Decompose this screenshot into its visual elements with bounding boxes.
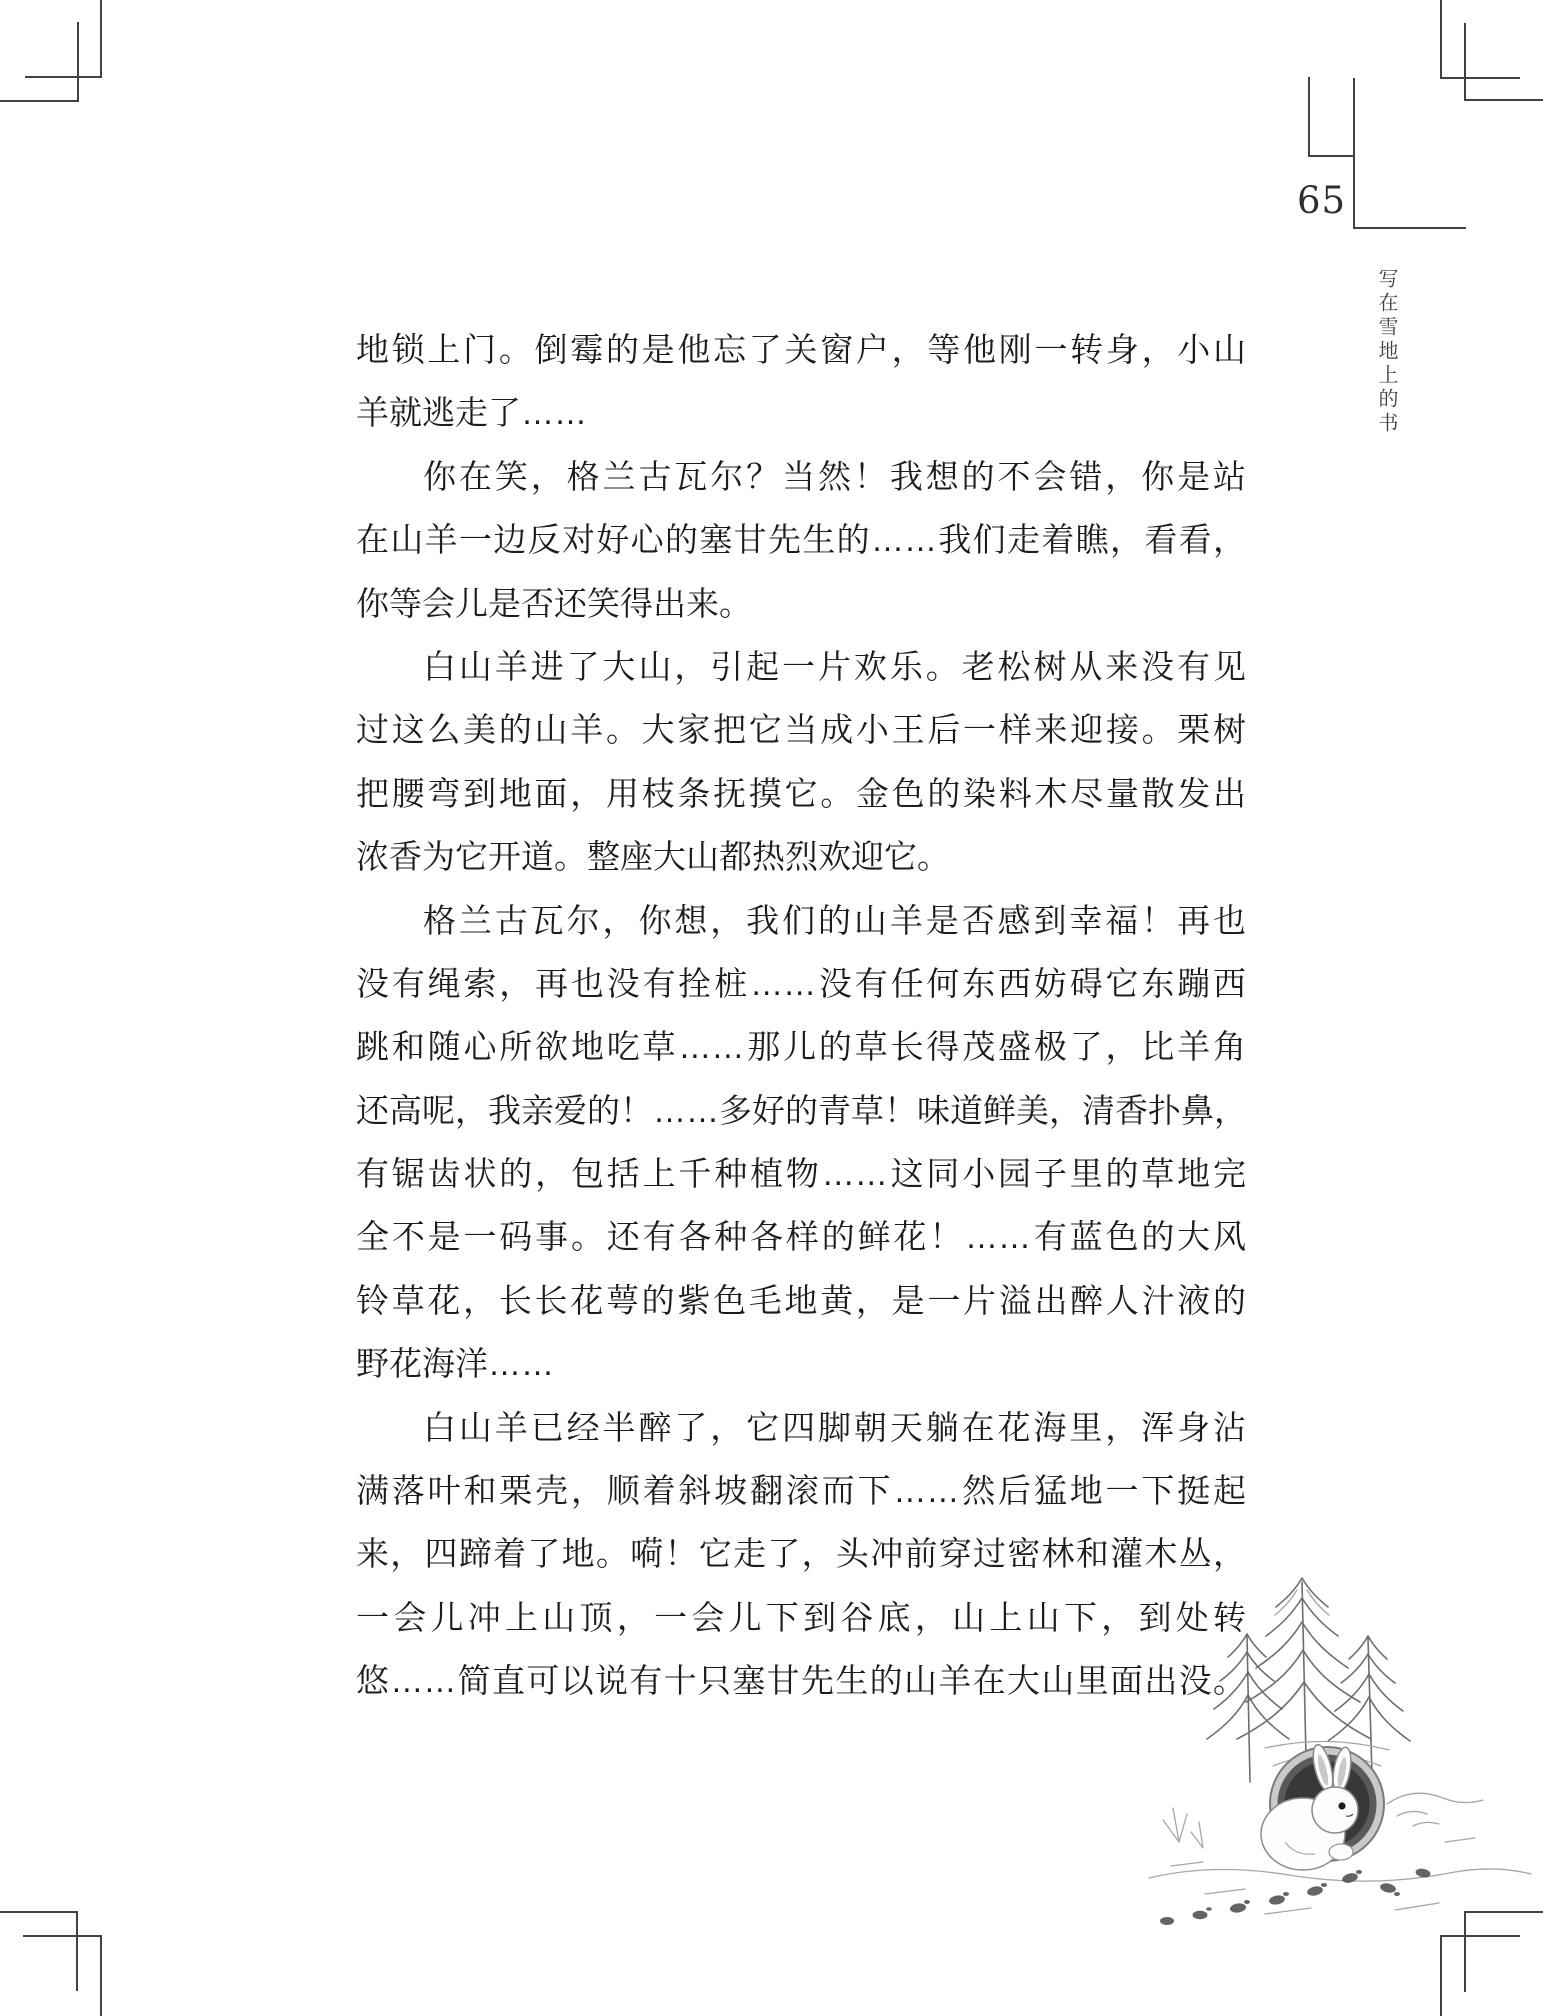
type-area-mark <box>1353 227 1466 229</box>
text-line: 你等会儿是否还笑得出来。 <box>356 584 752 622</box>
text-line: 地锁上门。倒霉的是他忘了关窗户，等他刚一转身，小山 <box>356 331 1246 368</box>
text-line: 白山羊进了大山，引起一片欢乐。老松树从来没有见 <box>423 647 1246 685</box>
text-line: 来，四蹄着了地。嗬！它走了，头冲前穿过密林和灌木丛， <box>356 1535 1246 1573</box>
text-line: 跳和随心所欲地吃草……那儿的草长得茂盛极了，比羊角 <box>356 1028 1246 1066</box>
type-area-mark <box>1308 77 1310 157</box>
text-line: 全不是一码事。还有各种各样的鲜花！……有蓝色的大风 <box>356 1218 1246 1256</box>
text-line: 在山羊一边反对好心的塞甘先生的……我们走着瞧，看看， <box>356 521 1246 559</box>
text-line: 过这么美的山羊。大家把它当成小王后一样来迎接。栗树 <box>356 711 1246 749</box>
text-line: 满落叶和栗壳，顺着斜坡翻滚而下……然后猛地一下挺起 <box>356 1472 1246 1510</box>
text-line: 还高呢，我亲爱的！……多好的青草！味道鲜美，清香扑鼻， <box>356 1091 1247 1129</box>
body-text <box>356 318 1246 1713</box>
crop-mark <box>1440 1935 1442 2016</box>
type-area-mark <box>1308 155 1355 157</box>
text-line: 白山羊已经半醉了，它四脚朝天躺在花海里，浑身沾 <box>423 1408 1246 1446</box>
crop-mark <box>23 1935 102 1937</box>
text-line: 浓香为它开道。整座大山都热烈欢迎它。 <box>356 838 950 876</box>
text-line: 一会儿冲上山顶，一会儿下到谷底，山上山下，到处转 <box>356 1598 1246 1636</box>
text-line: 有锯齿状的，包括上千种植物……这同小园子里的草地完 <box>356 1155 1246 1193</box>
illustration-rabbit-in-log <box>1145 1542 1535 1942</box>
crop-mark <box>100 1935 102 2016</box>
crop-mark <box>25 76 102 78</box>
crop-mark <box>1440 77 1520 79</box>
crop-mark <box>76 1911 78 1991</box>
crop-mark <box>1464 99 1543 101</box>
text-line: 悠……简直可以说有十只塞甘先生的山羊在大山里面出没。 <box>356 1662 1246 1700</box>
text-line: 把腰弯到地面，用枝条抚摸它。金色的染料木尽量散发出 <box>356 774 1246 812</box>
type-area-mark <box>1353 78 1355 229</box>
crop-mark <box>100 0 102 78</box>
text-line: 格兰古瓦尔，你想，我们的山羊是否感到幸福！再也 <box>423 901 1246 939</box>
text-line: 铃草花，长长花萼的紫色毛地黄，是一片溢出醉人汁液的 <box>356 1281 1246 1319</box>
text-line: 野花海洋…… <box>356 1345 554 1383</box>
crop-mark <box>0 100 78 102</box>
crop-mark <box>0 1911 78 1913</box>
crop-mark <box>77 22 79 102</box>
crop-mark <box>1464 23 1466 101</box>
text-line: 羊就逃走了…… <box>356 394 587 432</box>
book-title-vertical: 写在雪地上的书 <box>1375 268 1397 436</box>
page-number: 65 <box>1297 179 1347 222</box>
text-line: 没有绳索，再也没有拴桩……没有任何东西妨碍它东蹦西 <box>356 964 1246 1002</box>
text-line: 你在笑，格兰古瓦尔？当然！我想的不会错，你是站 <box>423 457 1246 495</box>
crop-mark <box>1440 0 1442 79</box>
